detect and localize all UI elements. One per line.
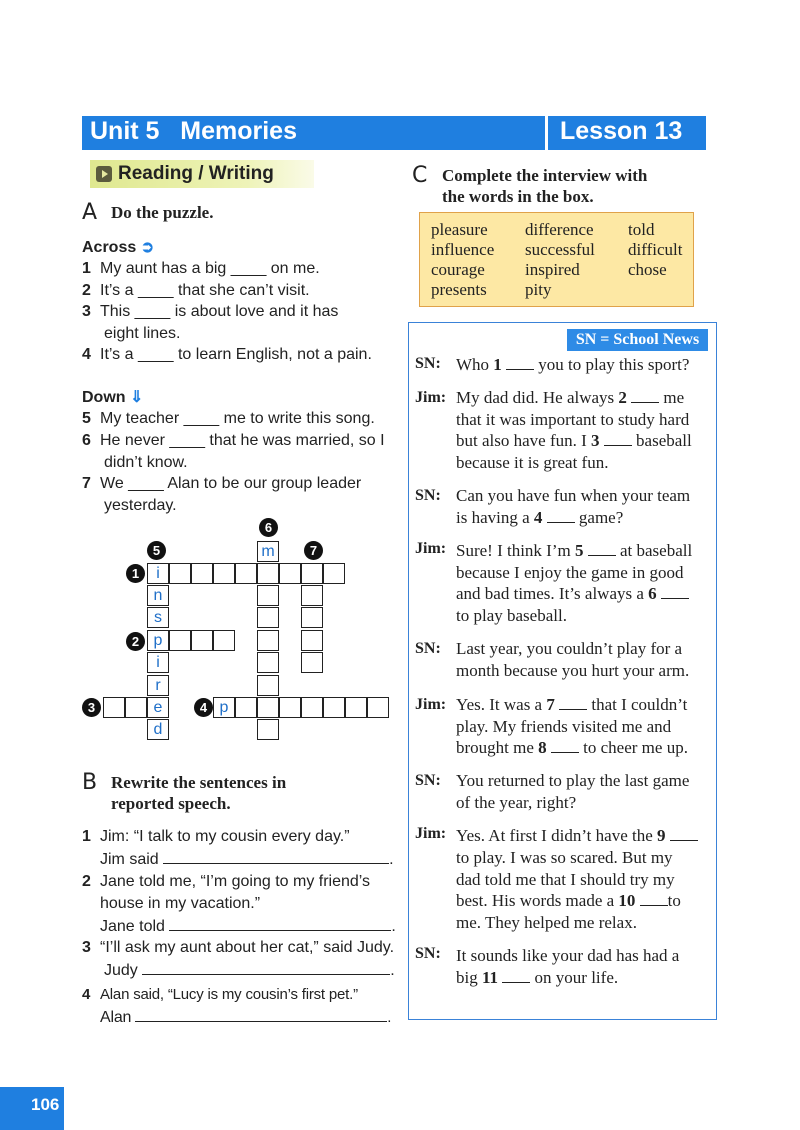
- interview-line: My dad did. He always 2 me: [456, 388, 685, 407]
- clue-across-1: 1 My aunt has a big ____ on me.: [82, 260, 320, 277]
- grid-cell[interactable]: [257, 719, 279, 740]
- interview-line: but also have fun. I 3 baseball: [456, 431, 692, 450]
- grid-cell[interactable]: [257, 630, 279, 651]
- rewrite-item-1: 1 Jim: “I talk to my cousin every day.” Jim said .: [82, 828, 394, 868]
- answer-blank[interactable]: [163, 848, 389, 864]
- interview-line: It sounds like your dad has had a: [456, 946, 680, 965]
- speaker-label: SN:: [415, 487, 441, 504]
- word-item: told: [628, 220, 655, 239]
- answer-blank[interactable]: [169, 915, 391, 931]
- grid-cell[interactable]: [301, 630, 323, 651]
- grid-cell[interactable]: n: [147, 585, 169, 606]
- answer-blank[interactable]: [547, 508, 575, 523]
- clue-down-6: 6 He never ____ that he was married, so I didn’t know.: [82, 432, 385, 471]
- interview-line: play. My friends visited me and: [456, 717, 672, 736]
- down-heading: Down ⇓: [82, 389, 144, 406]
- grid-cell[interactable]: [367, 697, 389, 718]
- speaker-label: SN:: [415, 945, 441, 962]
- grid-cell[interactable]: [169, 630, 191, 651]
- word-item: courage: [431, 260, 485, 279]
- grid-cell[interactable]: r: [147, 675, 169, 696]
- word-item: presents: [431, 280, 487, 299]
- page-number: 106: [0, 1087, 64, 1130]
- reading-writing-tag: [90, 160, 314, 188]
- grid-number-2: 2: [126, 632, 145, 651]
- rewrite-item-4: 4 Alan said, “Lucy is my cousin’s first pet.” Alan .: [82, 986, 392, 1026]
- word-item: difference: [525, 220, 594, 239]
- grid-cell[interactable]: [257, 697, 279, 718]
- interview-line: that it was important to study hard: [456, 410, 690, 429]
- interview-line: best. His words made a 10 to: [456, 891, 681, 910]
- clue-across-3: 3 This ____ is about love and it has eight lines.: [82, 303, 339, 342]
- grid-cell[interactable]: d: [147, 719, 169, 740]
- interview-line: Can you have fun when your team: [456, 486, 691, 505]
- answer-blank[interactable]: [135, 1006, 387, 1022]
- word-item: pleasure: [431, 220, 488, 239]
- speaker-label: SN:: [415, 640, 441, 657]
- grid-cell[interactable]: [257, 607, 279, 628]
- speaker-label: Jim:: [415, 389, 447, 406]
- grid-cell[interactable]: i: [147, 652, 169, 673]
- interview-line: me. They helped me relax.: [456, 913, 637, 932]
- interview-line: Who 1 you to play this sport?: [456, 355, 690, 374]
- unit-title: Unit 5 Memories: [90, 117, 297, 145]
- grid-number-4: 4: [194, 698, 213, 717]
- word-box: [419, 212, 694, 307]
- grid-cell[interactable]: [213, 563, 235, 584]
- grid-cell[interactable]: [257, 652, 279, 673]
- interview-line: month because you hurt your arm.: [456, 661, 690, 680]
- grid-cell[interactable]: [301, 585, 323, 606]
- interview-line: to play. I was so scared. But my: [456, 848, 673, 867]
- rewrite-item-2: 2 Jane told me, “I’m going to my friend’s house in my vacation.” Jane told .: [82, 873, 396, 935]
- interview-line: Last year, you couldn’t play for a: [456, 639, 683, 658]
- grid-cell[interactable]: m: [257, 541, 279, 562]
- interview-line: because it is great fun.: [456, 453, 609, 472]
- word-item: inspired: [525, 260, 580, 279]
- section-tag-label: Reading / Writing: [118, 163, 274, 184]
- grid-cell[interactable]: [301, 607, 323, 628]
- across-heading: Across ➲: [82, 239, 155, 256]
- interview-line: dad told me that I should try my: [456, 870, 675, 889]
- grid-cell[interactable]: e: [147, 697, 169, 718]
- speaker-label: Jim:: [415, 540, 447, 557]
- word-item: influence: [431, 240, 495, 259]
- interview-line: and bad times. It’s always a 6: [456, 583, 689, 605]
- grid-cell[interactable]: [257, 585, 279, 606]
- answer-blank[interactable]: [588, 541, 616, 556]
- word-item: difficult: [628, 240, 683, 259]
- grid-cell[interactable]: [191, 563, 213, 584]
- section-b-letter: B: [82, 770, 98, 795]
- interview-line: Yes. At first I didn’t have the 9: [456, 825, 698, 847]
- section-b-title: Rewrite the sentences in reported speech.: [111, 773, 287, 813]
- section-c-letter: C: [412, 163, 428, 188]
- section-c-title: Complete the interview with the words in the box.: [442, 166, 648, 206]
- grid-cell[interactable]: [323, 563, 345, 584]
- grid-cell[interactable]: [301, 697, 323, 718]
- speaker-label: SN:: [415, 772, 441, 789]
- grid-cell[interactable]: [301, 563, 323, 584]
- grid-cell[interactable]: [257, 563, 279, 584]
- school-news-tag: SN = School News: [567, 329, 708, 351]
- grid-cell[interactable]: [235, 697, 257, 718]
- interview-line: is having a 4 game?: [456, 508, 624, 527]
- clue-down-5: 5 My teacher ____ me to write this song.: [82, 410, 375, 427]
- answer-blank[interactable]: [631, 388, 659, 403]
- interview-line: You returned to play the last game: [456, 771, 690, 790]
- grid-cell[interactable]: [103, 697, 125, 718]
- unit-banner: [82, 116, 706, 150]
- grid-number-6: 6: [259, 518, 278, 537]
- grid-cell[interactable]: [279, 563, 301, 584]
- speaker-label: Jim:: [415, 825, 447, 842]
- clue-across-2: 2 It’s a ____ that she can’t visit.: [82, 282, 310, 299]
- grid-cell[interactable]: [345, 697, 367, 718]
- interview-line: brought me 8 to cheer me up.: [456, 738, 688, 757]
- answer-blank[interactable]: [551, 738, 579, 753]
- grid-number-7: 7: [304, 541, 323, 560]
- grid-cell[interactable]: p: [213, 697, 235, 718]
- answer-blank[interactable]: [502, 968, 530, 983]
- interview-line: because I enjoy the game in good: [456, 563, 684, 582]
- grid-cell[interactable]: [323, 697, 345, 718]
- lesson-box: [545, 116, 706, 150]
- speaker-label: Jim:: [415, 696, 447, 713]
- grid-cell[interactable]: [301, 652, 323, 673]
- clue-across-4: 4 It’s a ____ to learn English, not a pain.: [82, 346, 372, 363]
- grid-cell[interactable]: i: [147, 563, 169, 584]
- answer-blank[interactable]: [661, 584, 689, 599]
- answer-blank[interactable]: [640, 891, 668, 906]
- interview-box: [408, 322, 717, 1020]
- arrow-down-icon: ⇓: [130, 389, 144, 406]
- grid-cell[interactable]: [257, 675, 279, 696]
- word-item: successful: [525, 240, 595, 259]
- speaker-label: SN:: [415, 355, 441, 372]
- answer-blank[interactable]: [670, 826, 698, 841]
- interview-line: Yes. It was a 7 that I couldn’t: [456, 695, 688, 714]
- grid-number-5: 5: [147, 541, 166, 560]
- word-item: chose: [628, 260, 667, 279]
- rewrite-item-3: 3 “I’ll ask my aunt about her cat,” said Judy. Judy .: [82, 939, 395, 979]
- arrow-right-icon: ➲: [140, 239, 155, 256]
- grid-cell[interactable]: [125, 697, 147, 718]
- answer-blank[interactable]: [142, 959, 390, 975]
- grid-cell[interactable]: [191, 630, 213, 651]
- lesson-title: Lesson 13: [560, 117, 683, 145]
- interview-line: to play baseball.: [456, 606, 567, 625]
- grid-cell[interactable]: [235, 563, 257, 584]
- grid-number-1: 1: [126, 564, 145, 583]
- grid-cell[interactable]: [169, 563, 191, 584]
- section-a-letter: A: [82, 200, 98, 225]
- interview-line: of the year, right?: [456, 793, 577, 812]
- clue-down-7: 7 We ____ Alan to be our group leader yesterday.: [82, 475, 362, 514]
- grid-cell[interactable]: [279, 697, 301, 718]
- grid-cell[interactable]: [213, 630, 235, 651]
- section-a-title: Do the puzzle.: [111, 203, 214, 222]
- interview-line: Sure! I think I’m 5 at baseball: [456, 541, 693, 560]
- answer-blank[interactable]: [559, 695, 587, 710]
- answer-blank[interactable]: [506, 355, 534, 370]
- interview-line: big 11 on your life.: [456, 968, 619, 987]
- play-icon: [96, 166, 112, 182]
- answer-blank[interactable]: [604, 431, 632, 446]
- grid-cell[interactable]: s: [147, 607, 169, 628]
- grid-cell[interactable]: p: [147, 630, 169, 651]
- word-item: pity: [525, 280, 552, 299]
- grid-number-3: 3: [82, 698, 101, 717]
